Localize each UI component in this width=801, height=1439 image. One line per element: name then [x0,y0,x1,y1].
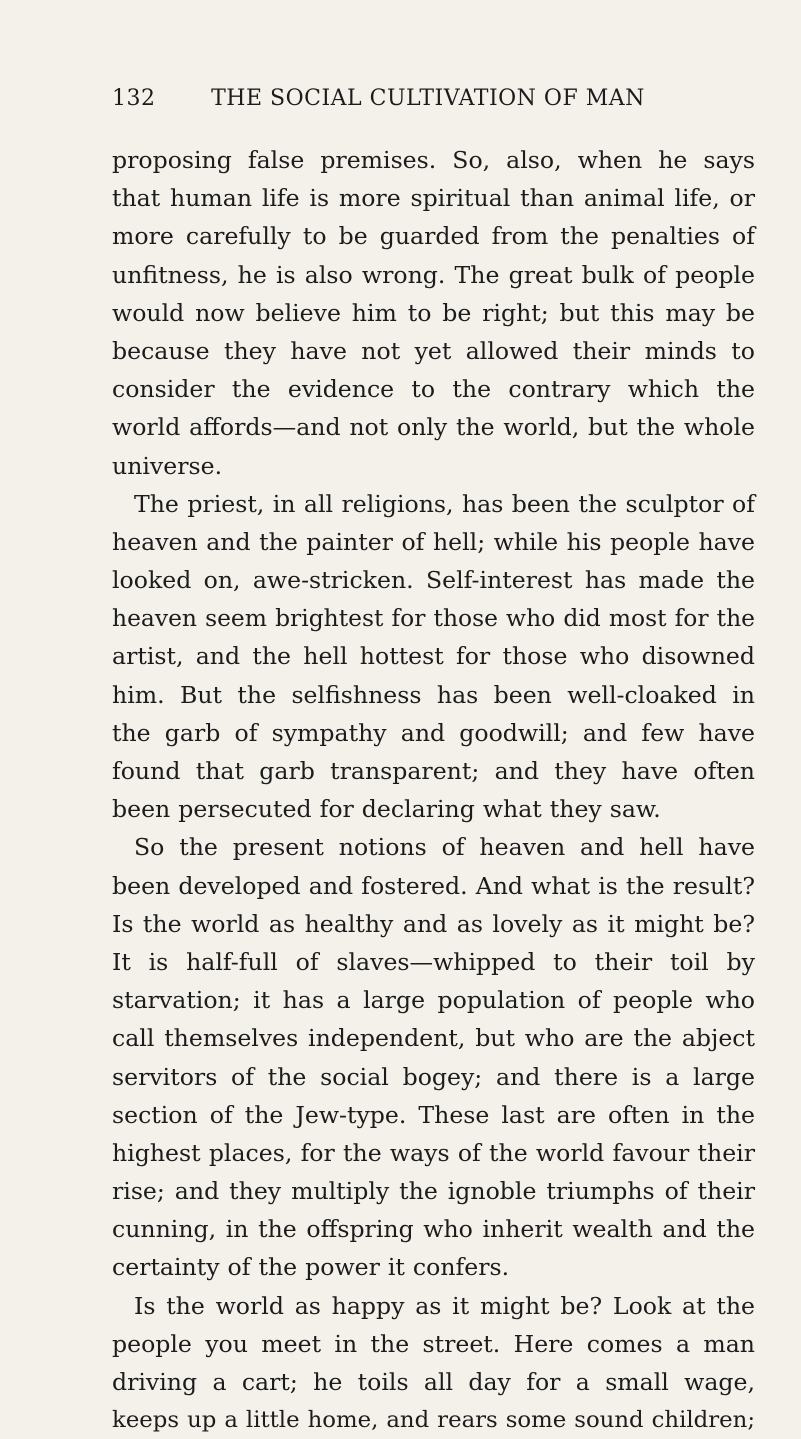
text-line: artist, and the hell hottest for those who disowned [112,642,755,671]
text-line: servitors of the social bogey; and there is a large [112,1062,755,1091]
text-line: The priest, in all religions, has been the sculptor of [134,489,755,518]
text-line: proposing false premises. So, also, when he says [112,146,755,174]
body-text [112,141,755,1439]
text-line: keeps up a little home, and rears some sound children; [112,1407,755,1434]
text-line: Is the world as healthy and as lovely as it might be? [112,909,755,938]
text-line: It is half-full of slaves—whipped to their toil by [112,947,755,976]
text-line: call themselves independent, but who are the abject [112,1024,755,1053]
text-line: been developed and fostered. And what is the result? [112,871,755,900]
text-line: section of the Jew-type. These last are often in the [112,1100,755,1129]
text-line: heaven seem brightest for those who did most for the [112,604,755,633]
text-line: that human life is more spiritual than animal life, or [112,184,755,213]
text-line: certainty of the power it confers. [112,1253,510,1282]
running-head [112,86,724,120]
text-line: people you meet in the street. Here comes a man [112,1329,755,1358]
text-line: highest places, for the ways of the world favour their [112,1138,755,1167]
text-line: been persecuted for declaring what they saw. [112,795,661,824]
text-line: cunning, in the offspring who inherit wealth and the [112,1215,755,1244]
text-line: Is the world as happy as it might be? Look at the [134,1291,755,1320]
text-line: starvation; it has a large population of people who [112,986,755,1015]
text-line: found that garb transparent; and they have often [112,757,755,785]
text-line: the garb of sympathy and goodwill; and few have [112,718,755,747]
text-line: consider the evidence to the contrary which the [112,375,755,404]
text-line: heaven and the painter of hell; while his people have [112,527,755,556]
text-line: world affords—and not only the world, but the whole [112,413,755,442]
text-line: him. But the selfishness has been well-cloaked in [112,680,755,709]
text-line: universe. [112,451,223,480]
page-number: 132 [112,86,156,111]
text-line: driving a cart; he toils all day for a small wage, [112,1368,755,1396]
text-line: because they have not yet allowed their minds to [112,336,755,365]
text-line: more carefully to be guarded from the penalties of [112,222,755,251]
text-line: unfitness, he is also wrong. The great bulk of people [112,260,755,289]
text-line: rise; and they multiply the ignoble triumphs of their [112,1177,755,1206]
text-line: would now believe him to be right; but this may be [112,298,755,327]
text-line: So the present notions of heaven and hell have [134,833,755,862]
text-line: looked on, awe-stricken. Self-interest has made the [112,566,755,595]
running-title: THE SOCIAL CULTIVATION OF MAN [211,86,645,111]
